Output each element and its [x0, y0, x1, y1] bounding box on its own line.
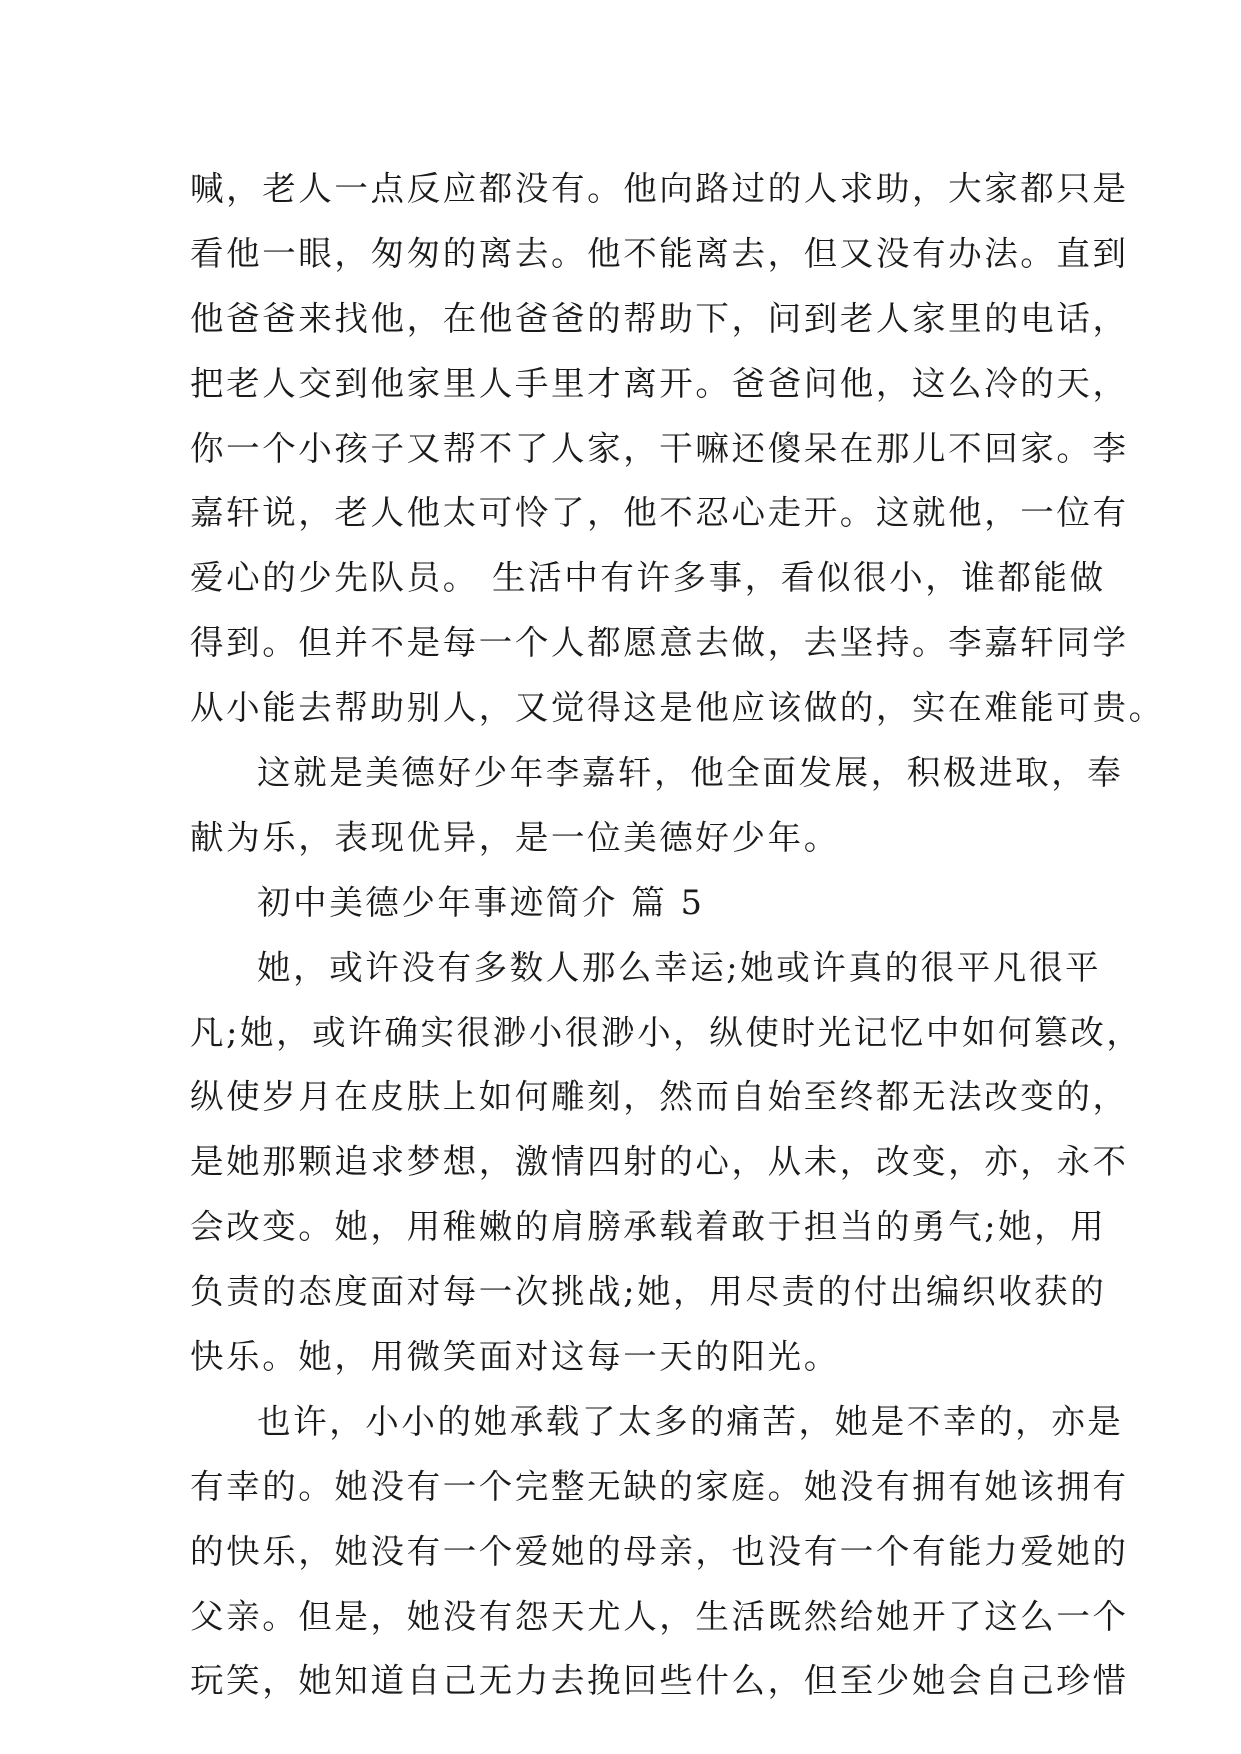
text-line: 喊，老人一点反应都没有。他向路过的人求助，大家都只是	[190, 169, 1129, 208]
text-line: 有幸的。她没有一个完整无缺的家庭。她没有拥有她该拥有	[190, 1466, 1129, 1506]
text-line: 也许，小小的她承载了太多的痛苦，她是不幸的，亦是	[257, 1401, 1124, 1441]
text-line: 她，或许没有多数人那么幸运;她或许真的很平凡很平	[257, 947, 1102, 987]
text-line: 献为乐，表现优异，是一位美德好少年。	[190, 817, 840, 857]
text-line: 看他一眼，匆匆的离去。他不能离去，但又没有办法。直到	[190, 233, 1129, 273]
text-line: 你一个小孩子又帮不了人家，干嘛还傻呆在那儿不回家。李	[190, 428, 1129, 468]
text-line: 从小能去帮助别人，又觉得这是他应该做的，实在难能可贵。	[190, 688, 1165, 728]
text-line: 父亲。但是，她没有怨天尤人，生活既然给她开了这么一个	[190, 1596, 1129, 1636]
text-line: 负责的态度面对每一次挑战;她，用尽责的付出编织收获的	[190, 1272, 1107, 1312]
text-line: 会改变。她，用稚嫩的肩膀承载着敢于担当的勇气;她，用	[190, 1207, 1107, 1247]
text-line: 嘉轩说，老人他太可怜了，他不忍心走开。这就他，一位有	[190, 493, 1129, 533]
text-line: 这就是美德好少年李嘉轩，他全面发展，积极进取，奉	[257, 753, 1124, 793]
text-line: 快乐。她，用微笑面对这每一天的阳光。	[190, 1337, 840, 1377]
text-line: 初中美德少年事迹简介 篇 5	[257, 882, 705, 922]
document-body	[190, 157, 1165, 1714]
text-line: 是她那颗追求梦想，激情四射的心，从未，改变，亦，永不	[190, 1142, 1129, 1182]
text-line: 他爸爸来找他，在他爸爸的帮助下，问到老人家里的电话，	[190, 298, 1129, 338]
text-line: 玩笑，她知道自己无力去挽回些什么，但至少她会自己珍惜	[190, 1661, 1129, 1701]
text-line: 把老人交到他家里人手里才离开。爸爸问他，这么冷的天，	[190, 363, 1129, 403]
text-line: 纵使岁月在皮肤上如何雕刻，然而自始至终都无法改变的，	[190, 1077, 1129, 1117]
text-line: 的快乐，她没有一个爱她的母亲，也没有一个有能力爱她的	[190, 1531, 1129, 1571]
text-line: 凡;她，或许确实很渺小很渺小，纵使时光记忆中如何篡改，	[190, 1012, 1143, 1052]
text-line: 得到。但并不是每一个人都愿意去做，去坚持。李嘉轩同学	[190, 623, 1129, 663]
text-line: 爱心的少先队员。 生活中有许多事，看似很小，谁都能做	[190, 558, 1106, 598]
